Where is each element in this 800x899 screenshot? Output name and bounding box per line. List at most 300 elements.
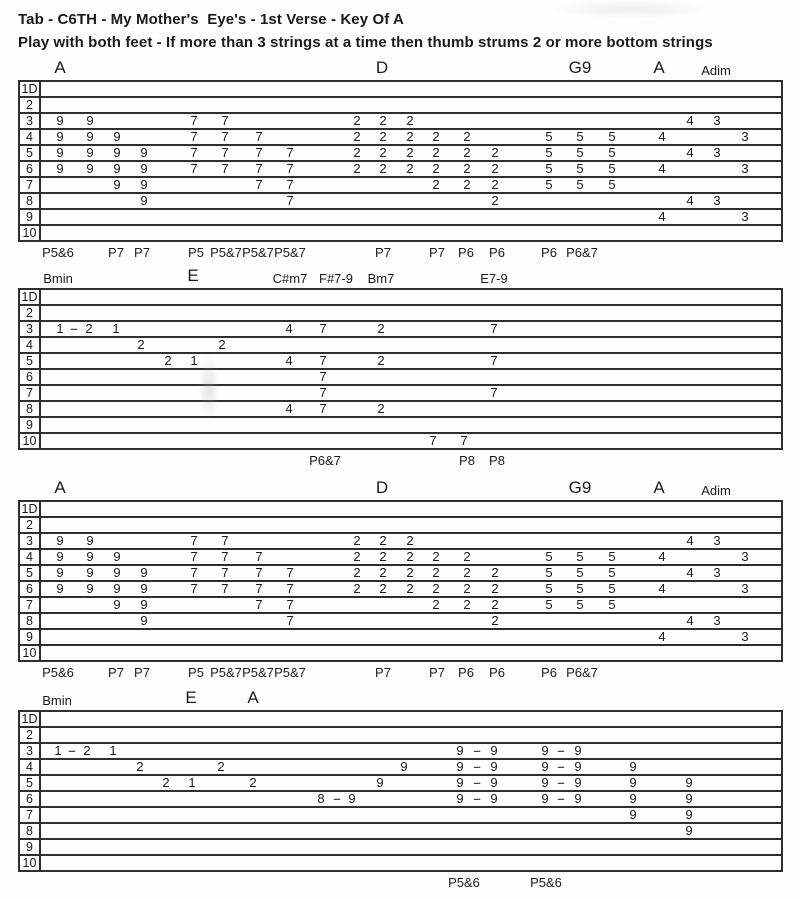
fret-number: 7	[319, 369, 327, 384]
chord-label: Bmin	[43, 271, 73, 286]
pedal-label: P5&6	[530, 875, 562, 890]
string-cells	[41, 840, 781, 854]
string-cells	[41, 728, 781, 742]
string-row	[20, 306, 781, 322]
fret-number: 9	[629, 791, 637, 806]
fret-number: 9	[574, 743, 582, 758]
fret-number: 2	[406, 581, 414, 596]
string-cells	[41, 808, 781, 822]
string-label: 10	[20, 226, 41, 240]
fret-number: 3	[741, 161, 749, 176]
string-label: 4	[20, 550, 41, 564]
fret-number: 9	[140, 581, 148, 596]
fret-number: 9	[140, 597, 148, 612]
chord-label: E	[187, 266, 199, 285]
pedal-label: P7	[429, 245, 445, 260]
string-label: 7	[20, 178, 41, 192]
string-label: 4	[20, 760, 41, 774]
fret-number: 4	[686, 613, 694, 628]
fret-number: 3	[741, 209, 749, 224]
fret-number: 9	[140, 613, 148, 628]
string-row	[20, 290, 781, 306]
chord-label: A	[54, 478, 66, 497]
fret-number: 9	[56, 161, 64, 176]
fret-number: 7	[221, 581, 229, 596]
fret-number: 9	[400, 759, 408, 774]
fret-number: 2	[463, 549, 471, 564]
chord-label: A	[54, 58, 66, 77]
fret-number: 7	[255, 177, 263, 192]
fret-number: 3	[741, 581, 749, 596]
slide-dash: –	[70, 321, 78, 336]
fret-number: 7	[190, 145, 198, 160]
fret-number: 5	[576, 565, 584, 580]
string-label: 5	[20, 354, 41, 368]
string-row	[20, 518, 781, 534]
fret-number: 2	[491, 597, 499, 612]
string-cells	[41, 370, 781, 384]
pedal-label: P6&7	[566, 245, 598, 260]
pedal-label: P7	[108, 665, 124, 680]
fret-number: 4	[285, 401, 293, 416]
fret-number: 2	[463, 597, 471, 612]
fret-number: 2	[491, 565, 499, 580]
fret-number: 2	[491, 145, 499, 160]
fret-number: 9	[86, 161, 94, 176]
fret-number: 5	[576, 145, 584, 160]
string-cells	[41, 776, 781, 790]
fret-number: 9	[113, 581, 121, 596]
string-row	[20, 434, 781, 450]
tab-staff	[18, 80, 783, 242]
string-label: 5	[20, 146, 41, 160]
fret-number: 2	[463, 177, 471, 192]
fret-number: 8	[317, 791, 325, 806]
fret-number: 2	[353, 565, 361, 580]
string-row	[20, 418, 781, 434]
string-label: 4	[20, 130, 41, 144]
chord-label: A	[653, 478, 665, 497]
fret-number: 2	[353, 129, 361, 144]
pedal-label: P5&6	[42, 245, 74, 260]
pedal-label: P7	[134, 245, 150, 260]
fret-number: 4	[686, 193, 694, 208]
string-row	[20, 630, 781, 646]
fret-number: 2	[463, 145, 471, 160]
chord-row	[18, 689, 783, 709]
fret-number: 9	[113, 177, 121, 192]
fret-number: 5	[545, 549, 553, 564]
string-label: 10	[20, 434, 41, 448]
fret-number: 5	[608, 177, 616, 192]
pedal-label: P5	[188, 665, 204, 680]
fret-number: 9	[685, 823, 693, 838]
pedal-label: P6	[489, 245, 505, 260]
fret-number: 2	[217, 759, 225, 774]
fret-number: 7	[286, 597, 294, 612]
string-row	[20, 840, 781, 856]
fret-number: 7	[190, 549, 198, 564]
string-row	[20, 534, 781, 550]
fret-number: 1	[109, 743, 117, 758]
fret-number: 9	[456, 743, 464, 758]
string-row	[20, 114, 781, 130]
fret-number: 9	[56, 145, 64, 160]
fret-number: 3	[741, 629, 749, 644]
string-cells	[41, 550, 781, 564]
page-title: Tab - C6TH - My Mother's Eye's - 1st Verse - Key Of A	[18, 11, 404, 28]
string-label: 6	[20, 792, 41, 806]
string-cells	[41, 614, 781, 628]
string-label: 6	[20, 162, 41, 176]
fret-number: 7	[190, 129, 198, 144]
fret-number: 2	[377, 321, 385, 336]
pedal-label: P5	[188, 245, 204, 260]
fret-number: 4	[658, 129, 666, 144]
fret-number: 5	[576, 597, 584, 612]
fret-number: 9	[685, 791, 693, 806]
string-label: 10	[20, 856, 41, 870]
string-label: 1D	[20, 82, 41, 96]
fret-number: 4	[658, 629, 666, 644]
string-cells	[41, 306, 781, 320]
chord-label: C#m7	[272, 271, 308, 286]
fret-number: 9	[685, 775, 693, 790]
fret-number: 9	[113, 597, 121, 612]
fret-number: 2	[164, 353, 172, 368]
chord-label: Adim	[701, 63, 731, 78]
pedal-label: P6	[541, 665, 557, 680]
fret-number: 9	[56, 581, 64, 596]
string-cells	[41, 354, 781, 368]
pedal-label: P5&7	[242, 665, 274, 680]
fret-number: 2	[406, 549, 414, 564]
tab-grid-4	[18, 688, 783, 890]
string-row	[20, 178, 781, 194]
fret-number: 9	[140, 161, 148, 176]
fret-number: 2	[379, 113, 387, 128]
fret-number: 7	[460, 433, 468, 448]
string-row	[20, 760, 781, 776]
fret-number: 1	[54, 743, 62, 758]
fret-number: 5	[608, 145, 616, 160]
fret-number: 1	[190, 353, 198, 368]
pedal-label: P6	[458, 245, 474, 260]
string-row	[20, 146, 781, 162]
slide-dash: –	[557, 791, 565, 806]
pedal-row	[18, 874, 783, 890]
string-cells	[41, 402, 781, 416]
string-label: 2	[20, 98, 41, 112]
fret-number: 2	[85, 321, 93, 336]
fret-number: 3	[713, 145, 721, 160]
string-row	[20, 582, 781, 598]
fret-number: 7	[255, 549, 263, 564]
fret-number: 9	[86, 129, 94, 144]
fret-number: 7	[255, 145, 263, 160]
fret-number: 7	[190, 565, 198, 580]
fret-number: 9	[86, 581, 94, 596]
fret-number: 7	[221, 145, 229, 160]
chord-label: G9	[568, 58, 592, 77]
string-cells	[41, 194, 781, 208]
string-row	[20, 386, 781, 402]
fret-number: 5	[545, 597, 553, 612]
fret-number: 3	[713, 565, 721, 580]
fret-number: 2	[491, 613, 499, 628]
string-cells	[41, 290, 781, 304]
pedal-row	[18, 452, 783, 468]
fret-number: 5	[608, 129, 616, 144]
fret-number: 9	[574, 791, 582, 806]
fret-number: 7	[319, 353, 327, 368]
fret-number: 5	[545, 565, 553, 580]
string-row	[20, 210, 781, 226]
string-label: 8	[20, 614, 41, 628]
slide-dash: –	[473, 791, 481, 806]
fret-number: 5	[576, 549, 584, 564]
pedal-label: P6&7	[566, 665, 598, 680]
string-label: 2	[20, 728, 41, 742]
fret-number: 2	[249, 775, 257, 790]
fret-number: 7	[255, 161, 263, 176]
tab-grid-1	[18, 58, 783, 260]
fret-number: 2	[432, 129, 440, 144]
fret-number: 7	[286, 581, 294, 596]
string-label: 5	[20, 566, 41, 580]
string-label: 1D	[20, 712, 41, 726]
fret-number: 5	[576, 177, 584, 192]
string-row	[20, 226, 781, 242]
fret-number: 9	[86, 549, 94, 564]
string-label: 3	[20, 322, 41, 336]
string-cells	[41, 146, 781, 160]
pedal-row	[18, 664, 783, 680]
fret-number: 7	[190, 581, 198, 596]
fret-number: 5	[545, 581, 553, 596]
fret-number: 7	[221, 113, 229, 128]
fret-number: 4	[658, 209, 666, 224]
fret-number: 2	[353, 581, 361, 596]
string-cells	[41, 130, 781, 144]
fret-number: 2	[406, 145, 414, 160]
fret-number: 9	[541, 759, 549, 774]
fret-number: 4	[686, 145, 694, 160]
fret-number: 7	[490, 321, 498, 336]
fret-number: 9	[456, 759, 464, 774]
fret-number: 9	[490, 791, 498, 806]
string-row	[20, 744, 781, 760]
string-cells	[41, 598, 781, 612]
string-row	[20, 566, 781, 582]
fret-number: 2	[353, 113, 361, 128]
string-row	[20, 98, 781, 114]
string-cells	[41, 792, 781, 806]
chord-row	[18, 267, 783, 287]
string-cells	[41, 582, 781, 596]
fret-number: 2	[83, 743, 91, 758]
fret-number: 2	[463, 161, 471, 176]
string-label: 6	[20, 582, 41, 596]
string-cells	[41, 338, 781, 352]
pedal-label: P8	[459, 453, 475, 468]
fret-number: 7	[286, 565, 294, 580]
fret-number: 4	[686, 113, 694, 128]
string-row	[20, 776, 781, 792]
fret-number: 1	[56, 321, 64, 336]
fret-number: 7	[319, 401, 327, 416]
string-label: 7	[20, 808, 41, 822]
fret-number: 2	[463, 581, 471, 596]
fret-number: 3	[741, 129, 749, 144]
fret-number: 2	[406, 113, 414, 128]
string-label: 3	[20, 534, 41, 548]
fret-number: 9	[490, 775, 498, 790]
fret-number: 2	[432, 581, 440, 596]
chord-label: E7-9	[480, 271, 508, 286]
chord-row	[18, 59, 783, 79]
string-row	[20, 322, 781, 338]
fret-number: 4	[285, 353, 293, 368]
string-cells	[41, 162, 781, 176]
fret-number: 9	[456, 791, 464, 806]
fret-number: 9	[574, 775, 582, 790]
fret-number: 9	[490, 743, 498, 758]
fret-number: 4	[658, 581, 666, 596]
pedal-row	[18, 244, 783, 260]
string-label: 10	[20, 646, 41, 660]
string-label: 7	[20, 386, 41, 400]
fret-number: 5	[545, 161, 553, 176]
fret-number: 2	[406, 533, 414, 548]
fret-number: 5	[545, 177, 553, 192]
fret-number: 1	[112, 321, 120, 336]
chord-label: Bmin	[42, 693, 72, 708]
chord-label: D	[375, 58, 389, 77]
fret-number: 9	[86, 533, 94, 548]
pedal-label: P6&7	[309, 453, 341, 468]
fret-number: 3	[713, 613, 721, 628]
fret-number: 3	[713, 533, 721, 548]
fret-number: 4	[686, 565, 694, 580]
fret-number: 2	[432, 145, 440, 160]
pedal-label: P7	[429, 665, 445, 680]
string-label: 3	[20, 744, 41, 758]
pedal-label: P5&7	[274, 245, 306, 260]
fret-number: 3	[713, 193, 721, 208]
fret-number: 9	[140, 565, 148, 580]
pedal-label: P6	[541, 245, 557, 260]
fret-number: 2	[379, 161, 387, 176]
string-label: 9	[20, 630, 41, 644]
fret-number: 9	[56, 565, 64, 580]
pedal-label: P5&6	[42, 665, 74, 680]
fret-number: 9	[56, 533, 64, 548]
chord-label: A	[653, 58, 665, 77]
string-row	[20, 354, 781, 370]
string-cells	[41, 418, 781, 432]
pedal-label: P6	[489, 665, 505, 680]
fret-number: 9	[113, 565, 121, 580]
fret-number: 2	[432, 177, 440, 192]
fret-number: 7	[221, 161, 229, 176]
chord-label: E	[185, 688, 197, 707]
fret-number: 2	[406, 129, 414, 144]
fret-number: 9	[56, 129, 64, 144]
string-row	[20, 646, 781, 662]
string-cells	[41, 760, 781, 774]
fret-number: 9	[574, 759, 582, 774]
pedal-label: P7	[134, 665, 150, 680]
string-label: 8	[20, 194, 41, 208]
string-row	[20, 856, 781, 872]
string-label: 9	[20, 418, 41, 432]
fret-number: 2	[432, 161, 440, 176]
pedal-label: P7	[375, 245, 391, 260]
fret-number: 7	[221, 533, 229, 548]
string-row	[20, 550, 781, 566]
fret-number: 2	[379, 581, 387, 596]
tab-staff	[18, 710, 783, 872]
string-row	[20, 712, 781, 728]
string-cells	[41, 82, 781, 96]
slide-dash: –	[557, 759, 565, 774]
fret-number: 2	[379, 549, 387, 564]
slide-dash: –	[557, 743, 565, 758]
chord-label: Adim	[701, 483, 731, 498]
fret-number: 7	[490, 353, 498, 368]
fret-number: 2	[463, 565, 471, 580]
string-row	[20, 614, 781, 630]
string-cells	[41, 322, 781, 336]
fret-number: 7	[286, 161, 294, 176]
fret-number: 9	[629, 775, 637, 790]
string-cells	[41, 502, 781, 516]
fret-number: 2	[353, 533, 361, 548]
fret-number: 9	[113, 549, 121, 564]
string-label: 6	[20, 370, 41, 384]
string-cells	[41, 518, 781, 532]
fret-number: 7	[429, 433, 437, 448]
fret-number: 7	[255, 597, 263, 612]
string-row	[20, 808, 781, 824]
string-label: 2	[20, 518, 41, 532]
string-label: 1D	[20, 290, 41, 304]
string-label: 7	[20, 598, 41, 612]
chord-label: A	[247, 688, 259, 707]
fret-number: 5	[608, 581, 616, 596]
scan-artifact	[555, 0, 705, 18]
string-label: 9	[20, 840, 41, 854]
string-cells	[41, 712, 781, 726]
fret-number: 9	[348, 791, 356, 806]
fret-number: 9	[56, 113, 64, 128]
fret-number: 9	[541, 743, 549, 758]
fret-number: 7	[286, 177, 294, 192]
string-cells	[41, 434, 781, 448]
fret-number: 7	[190, 113, 198, 128]
chord-label: D	[375, 478, 389, 497]
fret-number: 5	[608, 549, 616, 564]
fret-number: 9	[86, 113, 94, 128]
fret-number: 7	[319, 385, 327, 400]
fret-number: 4	[285, 321, 293, 336]
fret-number: 9	[541, 775, 549, 790]
string-label: 1D	[20, 502, 41, 516]
string-cells	[41, 856, 781, 870]
fret-number: 2	[491, 193, 499, 208]
chord-label: Bm7	[367, 271, 395, 286]
